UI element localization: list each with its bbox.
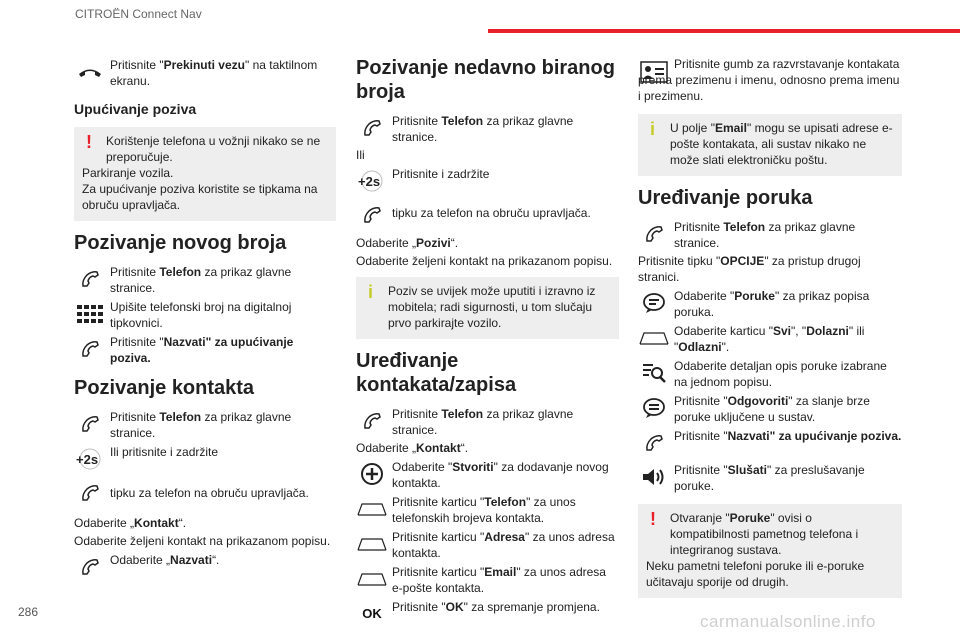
ct-step-text: Pritisnite Telefon za prikaz glavne stranice.: [110, 410, 292, 440]
info-icon: i: [650, 119, 656, 139]
rc-step-text: Pritisnite Telefon za prikaz glavne stranice.: [392, 114, 574, 144]
warning-icon: !: [650, 509, 656, 529]
page-header-title: CITROËN Connect Nav: [75, 7, 202, 21]
ct-step-hold: [74, 443, 336, 475]
ec-line: Odaberite „Kontakt“.: [356, 441, 469, 455]
reply-message-icon: [638, 392, 670, 424]
new-number-heading: Pozivanje novog broja: [74, 232, 287, 254]
edit-contacts-heading: Uređivanje kontakata/zapisa: [356, 350, 517, 396]
contact-heading: Pozivanje kontakta: [74, 377, 255, 399]
rc-step-text: Pritisnite i zadržite: [392, 167, 490, 181]
phone-handset-icon: [74, 333, 106, 365]
call-heading: Upućivanje poziva: [74, 101, 197, 117]
hold-2s-icon: [74, 443, 106, 475]
tab-icon: [356, 528, 388, 560]
svg-text:+2s: +2s: [358, 174, 381, 189]
em-step-reply: [638, 392, 902, 425]
ec-step-tab-email: [356, 563, 619, 596]
rc-step-wheel: [356, 199, 619, 231]
keypad-icon: [74, 298, 106, 330]
ok-label: OK: [362, 606, 382, 621]
plus-circle-icon: [356, 458, 388, 490]
message-search-icon: [638, 357, 670, 389]
hangup-step: [74, 56, 336, 89]
em-step-text: Pritisnite Telefon za prikaz glavne stranice.: [674, 220, 856, 250]
svg-text:+2s: +2s: [76, 452, 99, 467]
em-step-messages: [638, 287, 902, 320]
nn-step-keypad: [74, 298, 336, 331]
hang-up-icon: [74, 56, 106, 88]
ok-icon: [356, 598, 388, 630]
rc-line: Odaberite „Pozivi“.: [356, 236, 459, 250]
nn-step-text: Pritisnite Telefon za prikaz glavne stranice.: [110, 265, 292, 295]
header-accent-bar: [488, 29, 960, 33]
speaker-icon: [638, 461, 670, 493]
ec-step-text: Odaberite "Stvoriti" za dodavanje novog kontakta.: [392, 460, 609, 490]
em-step-text: Odaberite detaljan opis poruke izabrane na jednom popisu.: [674, 359, 887, 389]
ct-line: Odaberite „Kontakt“.: [74, 516, 187, 530]
info-text: Poziv se uvijek može uputiti i izravno iz mobitela; radi sigurnosti, u tom slučaju prvo parkirajte vozilo.: [388, 284, 596, 330]
recent-heading: Pozivanje nedavno biranog broja: [356, 57, 615, 103]
ct-step-text: Ili pritisnite i zadržite: [110, 445, 219, 459]
ec-step-tab-phone: [356, 493, 619, 526]
tab-icon: [356, 493, 388, 525]
info-note-email: [638, 114, 902, 176]
ec-step-tab-address: [356, 528, 619, 561]
edit-messages-heading: Uređivanje poruka: [638, 187, 813, 209]
hangup-text: Pritisnite "Prekinuti vezu" na taktilnom ekranu.: [110, 58, 318, 88]
ct-step-text: Odaberite „Nazvati“.: [110, 553, 220, 567]
sort-text: Pritisnite gumb za razvrstavanje kontakata prema prezimenu i imenu, odnosno prema imenu i prezimenu.: [638, 57, 900, 103]
column-left: [74, 56, 336, 585]
em-step-text: Odaberite karticu "Svi", "Dolazni" ili "Odlazni".: [674, 324, 865, 354]
phone-handset-icon: [356, 405, 388, 437]
tab-icon: [638, 322, 670, 354]
em-step-detail: [638, 357, 902, 390]
phone-handset-icon: [356, 199, 388, 231]
ec-step-text: Pritisnite karticu "Adresa" za unos adresa kontakta.: [392, 530, 615, 560]
column-middle: [356, 56, 619, 632]
em-step-text: Pritisnite "Odgovoriti" za slanje brze poruke uključene u sustav.: [674, 394, 870, 424]
em-line: Pritisnite tipku "OPCIJE" za pristup drugoj stranici.: [638, 254, 861, 284]
warning-note-driving: [74, 127, 336, 221]
em-step-call: [638, 427, 902, 459]
phone-handset-icon: [638, 427, 670, 459]
phone-handset-icon: [74, 551, 106, 583]
ec-step-phone: [356, 405, 619, 438]
nn-step-call: [74, 333, 336, 366]
watermark: carmanualsonline.info: [700, 612, 876, 631]
warning-text: Parkiranje vozila.: [82, 166, 174, 180]
message-bubble-icon: [638, 287, 670, 319]
phone-handset-icon: [74, 408, 106, 440]
phone-handset-icon: [74, 263, 106, 295]
rc-step-phone: [356, 112, 619, 145]
ct-step-phone: [74, 408, 336, 441]
phone-handset-icon: [638, 218, 670, 250]
tab-icon: [356, 563, 388, 595]
ct-step-call: [74, 551, 336, 583]
nn-step-text: Upišite telefonski broj na digitalnoj tipkovnici.: [110, 300, 292, 330]
warning-text: Neku pametni telefoni poruke ili e-poruke učitavaju sporije od drugih.: [646, 559, 865, 589]
rc-or: Ili: [356, 148, 365, 162]
em-step-text: Pritisnite "Slušati" za preslušavanje poruke.: [674, 463, 865, 493]
warning-icon: !: [86, 132, 92, 152]
info-icon: i: [368, 282, 374, 302]
ec-step-create: [356, 458, 619, 491]
hold-2s-icon: [356, 165, 388, 197]
warning-text: Otvaranje "Poruke" ovisi o kompatibilnosti pametnog telefona i integriranog sustava.: [670, 511, 859, 557]
info-note-mobile: [356, 277, 619, 339]
em-step-text: Pritisnite "Nazvati" za upućivanje poziva.: [674, 429, 902, 443]
rc-step-hold: [356, 165, 619, 197]
phone-handset-icon: [74, 477, 106, 509]
nn-step-phone: [74, 263, 336, 296]
ct-line: Odaberite željeni kontakt na prikazanom popisu.: [74, 534, 331, 548]
ec-step-ok: [356, 598, 619, 630]
warning-text: Korištenje telefona u vožnji nikako se ne preporučuje.: [106, 134, 321, 164]
rc-step-text: tipku za telefon na obruču upravljača.: [392, 206, 591, 220]
ct-step-wheel: [74, 477, 336, 509]
page-number: 286: [18, 605, 39, 619]
nn-step-text: Pritisnite "Nazvati" za upućivanje poziva.: [110, 335, 294, 365]
ec-step-text: Pritisnite Telefon za prikaz glavne stranice.: [392, 407, 574, 437]
em-step-phone: [638, 218, 902, 251]
column-right: [638, 56, 902, 608]
ec-step-text: Pritisnite karticu "Telefon" za unos telefonskih brojeva kontakta.: [392, 495, 576, 525]
warning-note-messages: [638, 504, 902, 598]
info-text: U polje "Email" mogu se upisati adrese e-pošte kontakata, ali sustav nikako ne može slati elektroničku poštu.: [670, 121, 893, 167]
warning-text: Za upućivanje poziva koristite se tipkama na obruču upravljača.: [82, 182, 318, 212]
em-step-tabs: [638, 322, 902, 355]
em-step-text: Odaberite "Poruke" za prikaz popisa poruka.: [674, 289, 870, 319]
rc-line: Odaberite željeni kontakt na prikazanom popisu.: [356, 254, 613, 268]
ec-step-text: Pritisnite karticu "Email" za unos adresa e-pošte kontakta.: [392, 565, 606, 595]
phone-handset-icon: [356, 112, 388, 144]
ct-step-text: tipku za telefon na obruču upravljača.: [110, 486, 309, 500]
ec-step-text: Pritisnite "OK" za spremanje promjena.: [392, 600, 600, 614]
em-step-listen: [638, 461, 902, 494]
